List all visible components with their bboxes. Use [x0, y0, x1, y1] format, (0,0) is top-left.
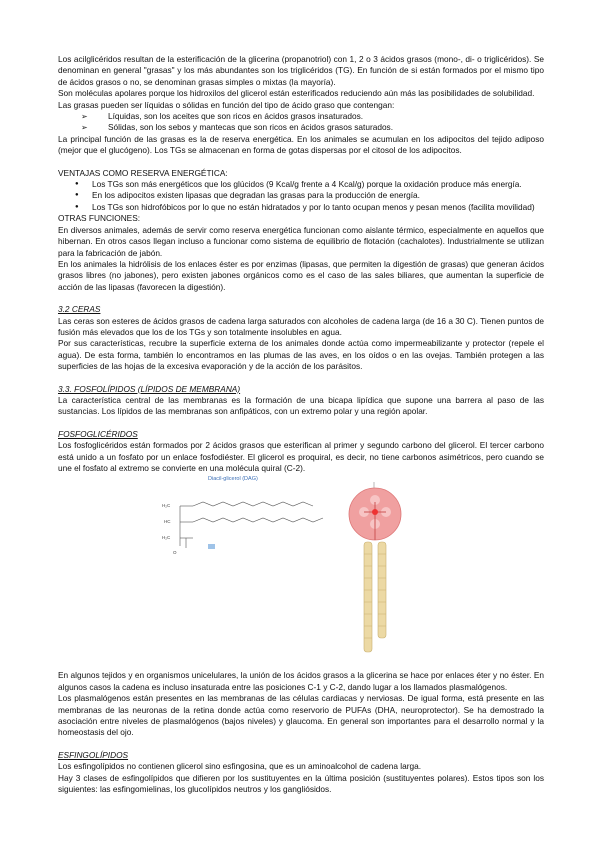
fosfogliceridos-paragraph-3: Los plasmalógenos están presentes en las membranas de las células cardiacas y nerviosas. De igual forma, está presente en las membranas de las neuronas de la retina donde actúa como reservorio de PUFAs (DHA, neuroprotector). Se ha demostrado la asociación entre niveles de plasmalógenos (bajos niveles) y glaucoma. En general son importantes para el desarrollo normal y la homeostasis del ojo. — [58, 693, 544, 738]
document-page — [58, 54, 544, 795]
fosfogliceridos-paragraph-1: Los fosfoglicéridos están formados por 2 ácidos grasos que esterifican al primer y segundo carbono del glicerol. El tercer carbono está unido a un fosfato por un enlace fosfodiéster. El glicerol es proquiral, es decir, no tiene carbonos asimétricos, pero cuando se une el fosfato al extremo se convierte en una molécula quiral (C-2). — [58, 440, 544, 473]
svg-text:H₂C: H₂C — [162, 503, 171, 509]
otras-paragraph-2: En los animales la hidrólisis de los enlaces éster es por enzimas (lipasas, que permiten la digestión de grasas) que generan ácidos grasos libres (no jabones), pero existen jabones orgánicos como es el caso de las sales biliares, que aumentan la superficie de acción de las lipasas (favorecen la digestión). — [58, 258, 544, 292]
phospholipid-figure — [58, 476, 544, 664]
esfingolipidos-paragraph-2: Hay 3 clases de esfingolípidos que difieren por los sustituyentes en la última posición (sustituyentes polares). Estos tipos son los siguientes: las esfingomielinas, los glucolípidos neutros y los gangliósidos. — [58, 772, 544, 795]
ceras-paragraph-1: Las ceras son esteres de ácidos grasos de cadena larga saturados con alcoholes de cadena larga (de 16 a 30 C). Tienen puntos de fusión más elevados que los de los TGs y son totalmente insolubles en agua. — [58, 315, 544, 337]
list-item: ● Los TGs son hidrofóbicos por lo que no están hidratados y por lo tanto ocupan menos y pesan menos (facilita movilidad) — [58, 202, 544, 213]
formula-labels — [162, 503, 177, 555]
fat-types-list — [58, 111, 544, 134]
space-filling-model — [349, 482, 401, 652]
intro-paragraph-1: Los acilglicéridos resultan de la esterificación de la glicerina (propanotriol) con 1, 2 o 3 ácidos grasos (mono-, di- o triglicéridos). Se denominan en general "grasas" y los más abundantes son los triglicéridos (TG). En función de si están formados por el mismo tipo de ácidos grasos o no, se denominan grasas simples o mixtas (la mayoría). — [58, 54, 544, 87]
list-item: ● Los TGs son más energéticos que los glúcidos (9 Kcal/g frente a 4 Kcal/g) porque la oxidación produce más energía. — [58, 179, 544, 190]
structural-formula — [180, 502, 323, 548]
figure-caption: Diacil-glicerol (DAG) — [208, 476, 258, 483]
intro-paragraph-3: Las grasas pueden ser líquidas o sólidas en función del tipo de ácido graso que contengan: — [58, 99, 395, 110]
ceras-paragraph-2: Por sus características, recubre la superficie externa de los animales donde actúa como impermeabilizante y protector (repele el agua). De esta forma, también lo encontramos en las plumas de las aves, en los oídos o en las ovejas. También protegen a las superficies de las hojas de la excesiva evaporación y de la acción de los parásitos. — [58, 338, 544, 372]
fosfogliceridos-heading: FOSFOGLICÉRIDOS — [58, 428, 138, 439]
intro-paragraph-4: La principal función de las grasas es la de reserva energética. En los animales se acumulan en los adipocitos del tejido adiposo (mejor que el glucógeno). Los TGs se almacenan en forma de gotas dispersas por el citosol de los adipocitos. — [58, 133, 544, 156]
phosphate-marker-icon — [208, 544, 215, 549]
esfingolipidos-heading: ESFINGOLÍPIDOS — [58, 749, 129, 760]
ventajas-heading: VENTAJAS COMO RESERVA ENERGÉTICA: — [58, 167, 228, 178]
phosphorus-atom — [372, 509, 378, 515]
fatty-acid-tail — [364, 542, 372, 652]
ventajas-list — [58, 179, 544, 213]
svg-text:H₂C: H₂C — [162, 535, 171, 541]
svg-text:O: O — [173, 550, 177, 556]
phospholipid-diagram — [58, 476, 544, 664]
otras-heading: OTRAS FUNCIONES: — [58, 213, 141, 224]
otras-paragraph-1: En diversos animales, además de servir como reserva energética funcionan como aislante térmico, especialmente en aquellos que hibernan. En otros casos llegan incluso a funcionar como sistema de equilibrio de flotación (cachalotes). Industrialmente se utilizan para la fabricación de jabón. — [58, 224, 544, 258]
intro-paragraph-2: Son moléculas apolares porque los hidroxilos del glicerol están esterificados reduciendo aún más las posibilidades de solubilidad. — [58, 88, 535, 99]
fosfogliceridos-paragraph-2: En algunos tejidos y en organismos unicelulares, la unión de los ácidos grasos a la glicerina se hace por enlaces éter y no éster. En algunos casos la cadena es incluso insaturada entre las posiciones C-1 y C-2, dando lugar a los llamados plasmalógenos. — [58, 670, 544, 692]
esfingolipidos-paragraph-1: Los esfingolípidos no contienen glicerol sino esfingosina, que es un aminoalcohol de cadena larga. — [58, 761, 422, 772]
list-item: ➢ Líquidas, son los aceites que son ricos en ácidos grasos insaturados. — [58, 111, 544, 122]
fosfolipidos-heading: 3.3. FOSFOLÍPIDOS (LÍPIDOS DE MEMBRANA) — [58, 383, 241, 394]
ceras-heading: 3.2 CERAS — [58, 304, 101, 315]
fosfolipidos-paragraph-1: La característica central de las membranas es la formación de una bicapa lipídica que supone una barrera al paso de las sustancias. Los lípidos de las membranas son anfipáticos, con un extremo polar y una región apolar. — [58, 394, 544, 417]
list-item: ● En los adipocitos existen lipasas que degradan las grasas para la producción de energía. — [58, 190, 544, 201]
list-item: ➢ Sólidas, son los sebos y mantecas que son ricos en ácidos grasos saturados. — [58, 122, 544, 133]
svg-text:HC: HC — [164, 519, 171, 525]
